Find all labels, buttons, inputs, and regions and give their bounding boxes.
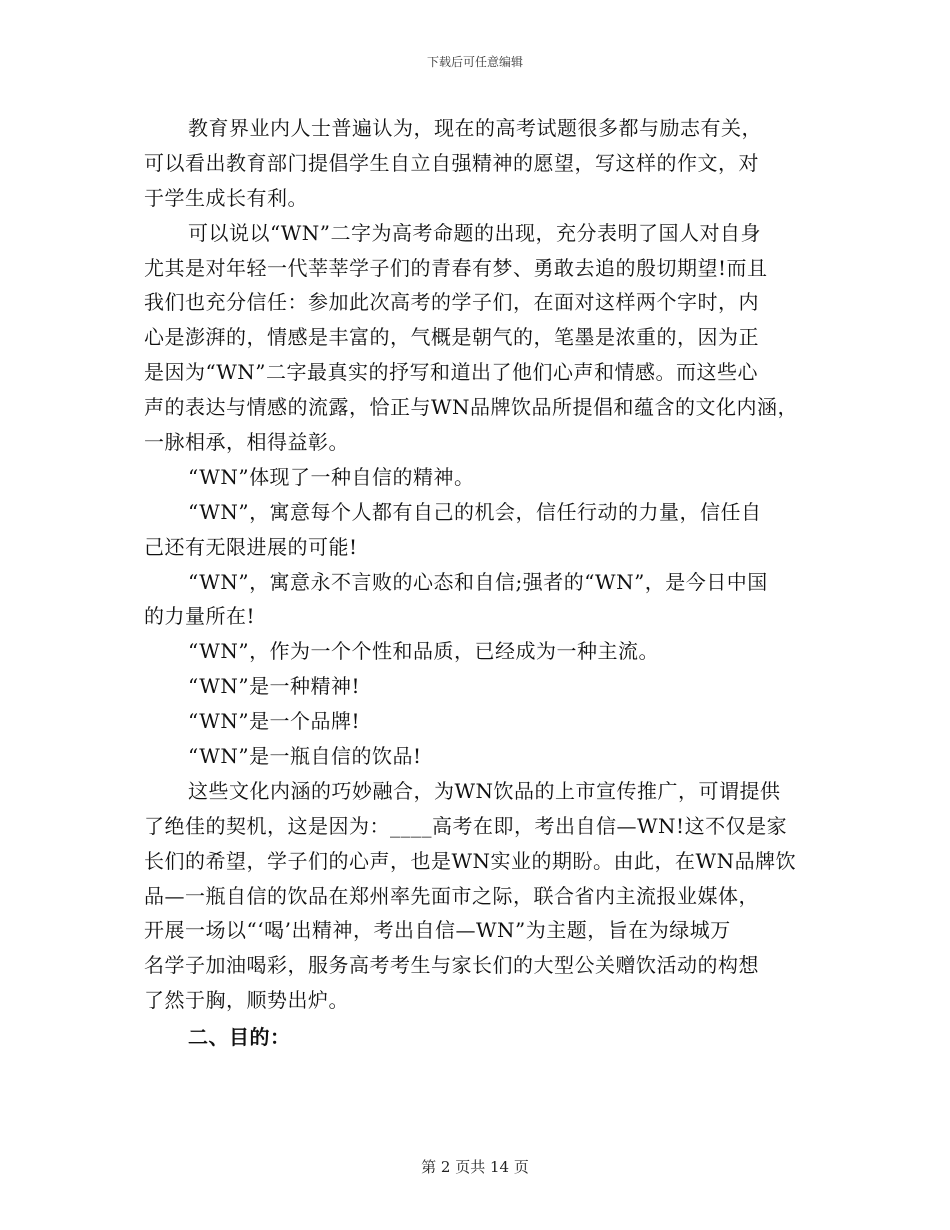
page-header: 下载后可任意编辑	[426, 55, 523, 69]
paragraph-line: “WN”，寓意永不言败的心态和自信;强者的“WN”，是今日中国	[188, 569, 768, 594]
paragraph-line: 开展一场以“‘喝’出精神，考出自信—WN”为主题，旨在为绿城万	[144, 918, 731, 943]
paragraph-line: 尤其是对年轻一代莘莘学子们的青春有梦、勇敢去追的殷切期望!而且	[144, 255, 768, 280]
paragraph-line: 可以看出教育部门提倡学生自立自强精神的愿望，写这样的作文，对	[144, 150, 759, 175]
paragraph-line: “WN”，寓意每个人都有自己的机会，信任行动的力量，信任自	[188, 499, 762, 524]
paragraph-line: 了然于胸，顺势出炉。	[144, 988, 349, 1013]
paragraph-line: 心是澎湃的，情感是丰富的，气概是朝气的，笔墨是浓重的，因为正	[144, 325, 759, 350]
paragraph-line: “WN”是一瓶自信的饮品!	[188, 744, 422, 769]
page-number: 第 2 页共 14 页	[421, 1158, 529, 1176]
paragraph-line: 了绝佳的契机，这是因为：____高考在即，考出自信—WN!这不仅是家	[144, 813, 788, 838]
paragraph-line: 声的表达与情感的流露，恰正与WN品牌饮品所提倡和蕴含的文化内涵，	[144, 395, 799, 420]
paragraph-line: “WN”，作为一个个性和品质，已经成为一种主流。	[188, 639, 660, 664]
paragraph-line: 是因为“WN”二字最真实的抒写和道出了他们心声和情感。而这些心	[144, 360, 759, 385]
paragraph-line: 的力量所在!	[144, 604, 256, 629]
paragraph-line: 于学生成长有利。	[144, 185, 308, 210]
paragraph-line: “WN”是一个品牌!	[188, 709, 361, 734]
document-body	[144, 111, 814, 1055]
paragraph-line: 一脉相承，相得益彰。	[144, 430, 349, 455]
section-heading: 二、目的：	[188, 1025, 291, 1050]
paragraph-line: 可以说以“WN”二字为高考命题的出现，充分表明了国人对自身	[188, 220, 762, 245]
paragraph-line: “WN”是一种精神!	[188, 674, 361, 699]
paragraph-line: 我们也充分信任：参加此次高考的学子们，在面对这样两个字时，内	[144, 290, 759, 315]
paragraph-line: “WN”体现了一种自信的精神。	[188, 464, 475, 489]
paragraph-line: 己还有无限进展的可能!	[144, 534, 358, 559]
paragraph-line: 长们的希望，学子们的心声，也是WN实业的期盼。由此，在WN品牌饮	[144, 848, 797, 873]
paragraph-line: 教育界业内人士普遍认为，现在的高考试题很多都与励志有关，	[188, 116, 762, 140]
paragraph-line: 这些文化内涵的巧妙融合，为WN饮品的上市宣传推广，可谓提供	[188, 778, 781, 803]
paragraph-line: 名学子加油喝彩，服务高考考生与家长们的大型公关赠饮活动的构想	[144, 953, 759, 978]
paragraph-line: 品—一瓶自信的饮品在郑州率先面市之际，联合省内主流报业媒体，	[144, 883, 759, 908]
